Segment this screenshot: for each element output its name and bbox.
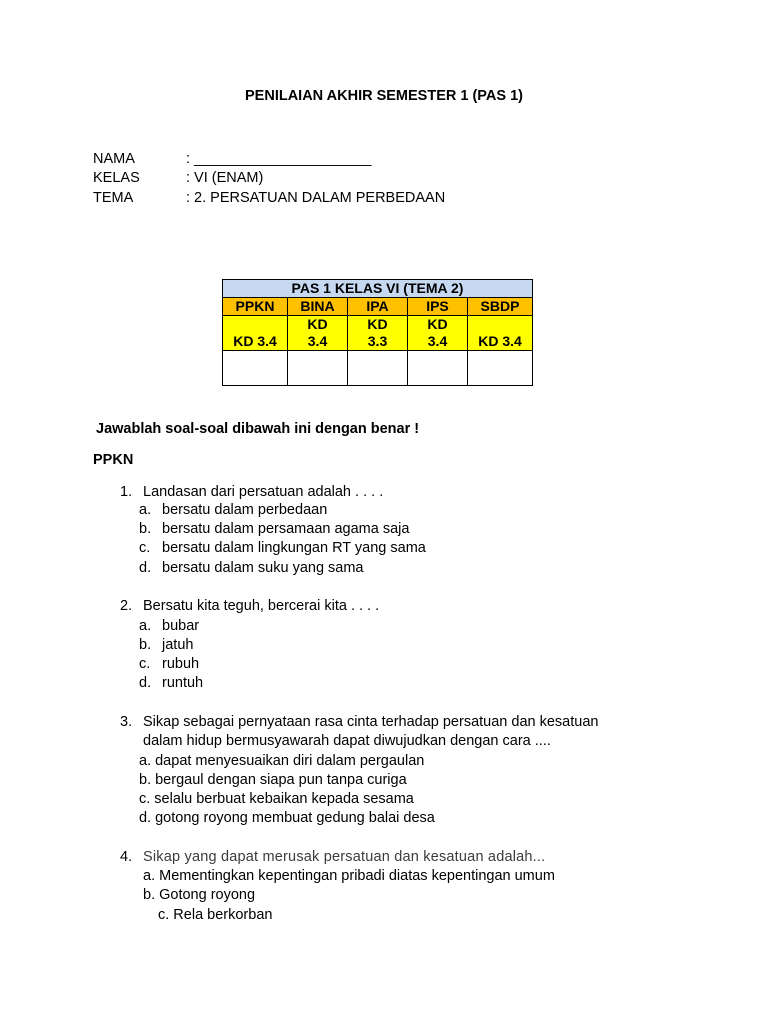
option-text[interactable]: c. Rela berkorban [158,907,273,923]
question-2-number: 2. [120,598,133,614]
question-2-text: Bersatu kita teguh, bercerai kita . . . . [143,598,380,614]
score-cell-sbdp[interactable] [468,351,533,386]
question-3-number: 3. [120,714,133,730]
subject-bina: BINA [288,298,348,316]
nama-label: NAMA [93,151,135,167]
kd-ipa-top: KD [367,316,388,332]
option-text[interactable]: d. gotong royong membuat gedung balai desa [139,810,435,826]
kd-ips [408,316,468,351]
kd-sbdp-bottom: KD 3.4 [478,333,522,349]
option-letter: a. [139,502,152,518]
subject-ips: IPS [408,298,468,316]
kd-bina-top: KD [307,316,328,332]
kd-ppkn [223,316,288,351]
option-letter: b. [139,637,152,653]
option-letter: b. [139,521,152,537]
score-cell-ppkn[interactable] [223,351,288,386]
option-letter: c. [139,656,151,672]
option-text[interactable]: runtuh [162,675,204,691]
question-4-text: Sikap yang dapat merusak persatuan dan kesatuan adalah... [143,849,546,865]
kd-bina-bottom: 3.4 [307,333,328,349]
option-text[interactable]: c. selalu berbuat kebaikan kepada sesama [139,791,414,807]
score-cell-bina[interactable] [288,351,348,386]
subject-sbdp: SBDP [468,298,533,316]
option-letter: a. [139,618,152,634]
kd-bina [288,316,348,351]
option-text[interactable]: rubuh [162,656,200,672]
option-text[interactable]: a. dapat menyesuaikan diri dalam pergaulan [139,753,425,769]
option-text[interactable]: b. Gotong royong [143,887,256,903]
option-text[interactable]: jatuh [162,637,194,653]
question-3-text-continued: dalam hidup bermusyawarah dapat diwujudkan dengan cara .... [143,733,551,749]
option-text[interactable]: bersatu dalam lingkungan RT yang sama [162,540,426,556]
tema-label: TEMA [93,190,134,206]
nama-field[interactable]: : ______________________ [186,151,372,167]
question-4-number: 4. [120,849,133,865]
tema-value: : 2. PERSATUAN DALAM PERBEDAAN [186,190,446,206]
option-letter: d. [139,675,152,691]
section-title: PPKN [93,452,134,468]
option-text[interactable]: a. Mementingkan kepentingan pribadi diatas kepentingan umum [143,868,555,884]
score-cell-ipa[interactable] [348,351,408,386]
question-3-text: Sikap sebagai pernyataan rasa cinta terhadap persatuan dan kesatuan [143,714,599,730]
option-text[interactable]: bersatu dalam persamaan agama saja [162,521,410,537]
score-cell-ips[interactable] [408,351,468,386]
score-table-header: PAS 1 KELAS VI (TEMA 2) [223,280,533,298]
option-text[interactable]: bubar [162,618,200,634]
kd-ppkn-bottom: KD 3.4 [233,333,277,349]
kelas-value: : VI (ENAM) [186,170,264,186]
option-text[interactable]: bersatu dalam perbedaan [162,502,328,518]
kd-ipa-bottom: 3.3 [367,333,388,349]
score-table [222,279,533,386]
kd-ips-bottom: 3.4 [427,333,448,349]
question-1-text: Landasan dari persatuan adalah . . . . [143,484,384,500]
subject-ipa: IPA [348,298,408,316]
option-text[interactable]: b. bergaul dengan siapa pun tanpa curiga [139,772,407,788]
kelas-label: KELAS [93,170,140,186]
question-1-number: 1. [120,484,133,500]
option-letter: d. [139,560,152,576]
option-text[interactable]: bersatu dalam suku yang sama [162,560,364,576]
page-title: PENILAIAN AKHIR SEMESTER 1 (PAS 1) [245,88,523,104]
subject-ppkn: PPKN [223,298,288,316]
instruction: Jawablah soal-soal dibawah ini dengan benar ! [96,421,420,437]
kd-ipa [348,316,408,351]
kd-sbdp [468,316,533,351]
kd-ips-top: KD [427,316,448,332]
option-letter: c. [139,540,151,556]
